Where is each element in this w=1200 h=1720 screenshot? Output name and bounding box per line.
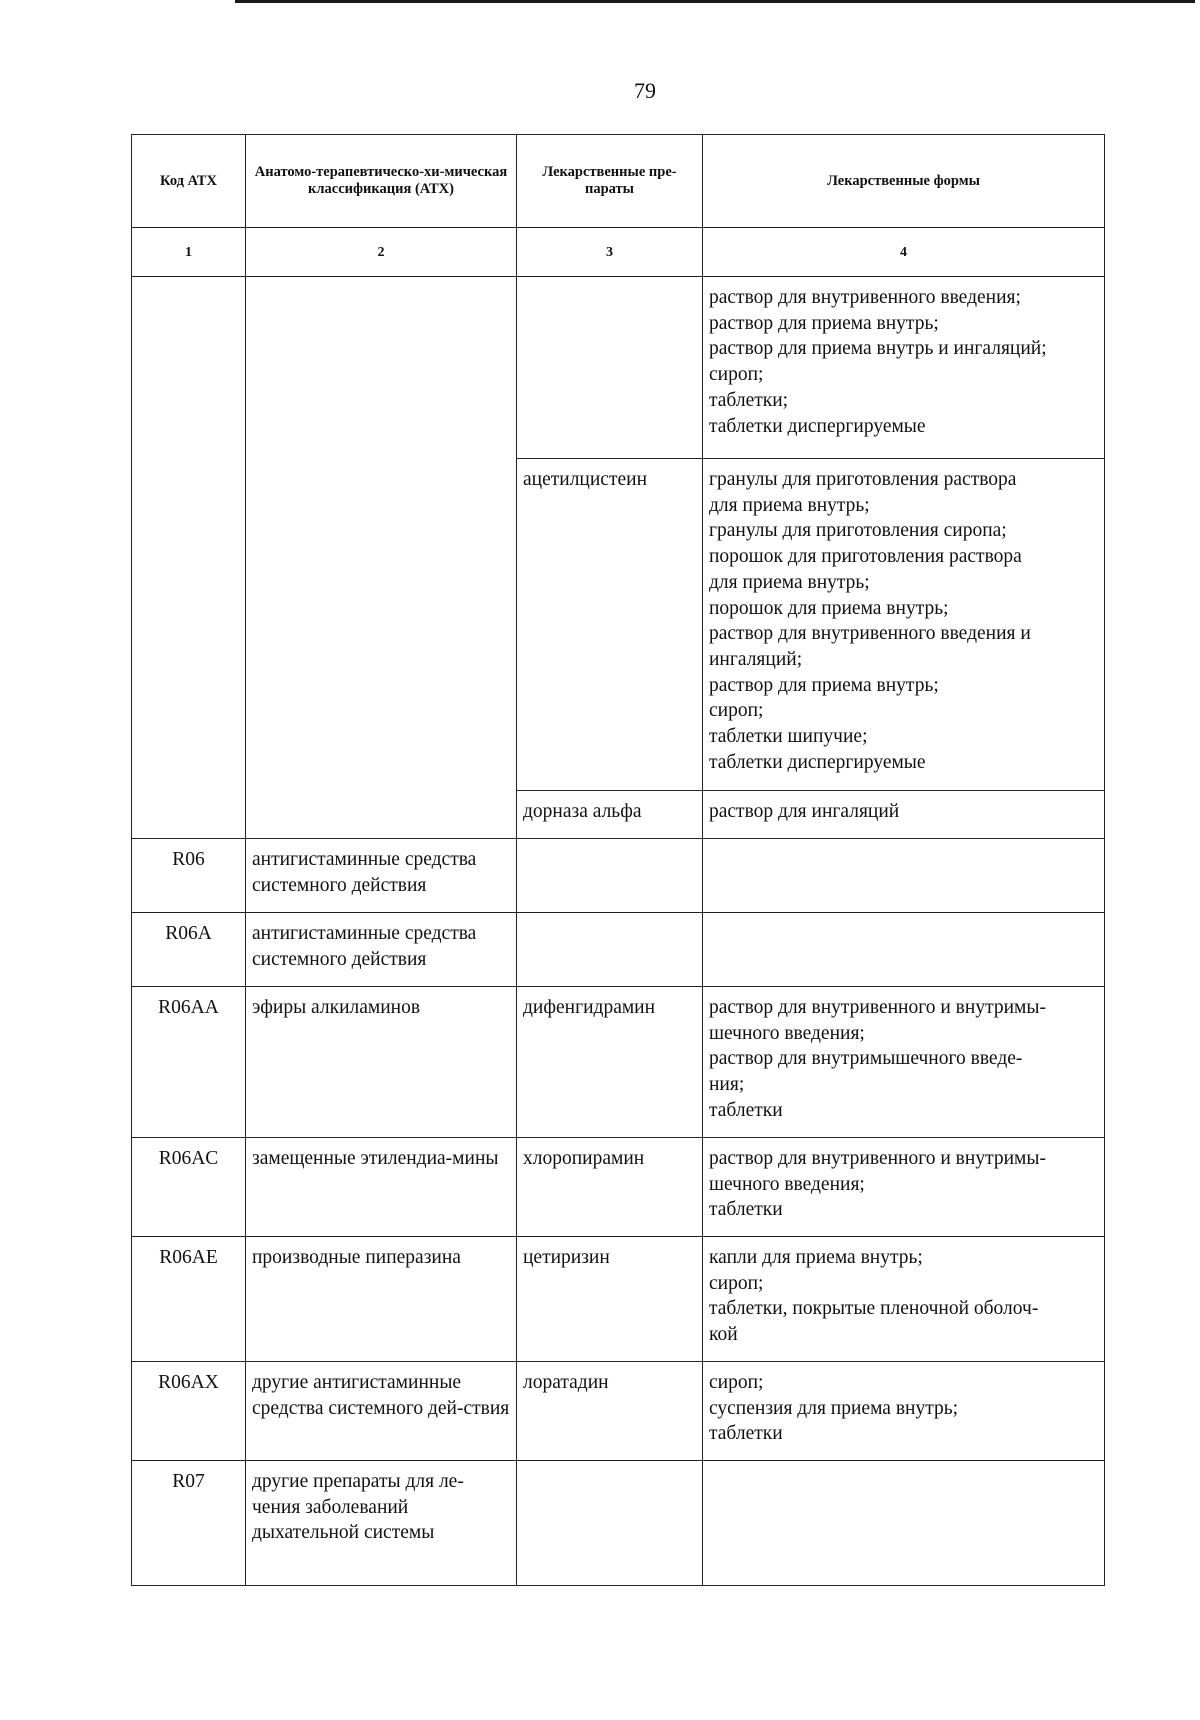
column-number: 2 <box>246 228 517 277</box>
dosage-form-line: сироп; <box>709 1372 764 1393</box>
dosage-form-line: раствор для внутривенного и внутримы- <box>709 997 1046 1018</box>
atx-code-cell: R06 <box>132 839 246 913</box>
dosage-forms-cell <box>703 913 1105 987</box>
dosage-form-line: таблетки диспергируемые <box>709 415 926 437</box>
dosage-form-line: гранулы для приготовления раствора <box>709 469 1017 490</box>
atx-classification-cell <box>246 277 517 839</box>
column-number: 1 <box>132 228 246 277</box>
table-row <box>132 277 1105 459</box>
atx-code-cell: R06AA <box>132 987 246 1138</box>
dosage-forms-cell <box>703 277 1105 459</box>
dosage-form-line: раствор для ингаляций <box>709 801 900 822</box>
table-row <box>132 987 1105 1138</box>
dosage-form-line: таблетки; <box>709 389 789 411</box>
table-row <box>132 1237 1105 1362</box>
dosage-forms-cell <box>703 1362 1105 1461</box>
dosage-form-line: для приема внутрь; <box>709 494 870 516</box>
dosage-form-line: раствор для внутривенного введения; <box>709 287 1021 308</box>
dosage-form-line: сироп; <box>709 1272 764 1294</box>
header-dosage-forms: Лекарственные формы <box>703 135 1105 228</box>
dosage-forms-cell <box>703 839 1105 913</box>
atx-classification-cell: другие антигистаминные средства системного дей-ствия <box>246 1362 517 1461</box>
dosage-form-line: таблетки <box>709 1423 783 1445</box>
dosage-form-line: порошок для приготовления раствора <box>709 546 1022 568</box>
table-row <box>132 1461 1105 1586</box>
dosage-forms-cell <box>703 1138 1105 1237</box>
drug-cell: цетиризин <box>517 1237 703 1362</box>
atx-classification-cell: другие препараты для ле-чения заболеваний дыхательной системы <box>246 1461 517 1586</box>
dosage-form-line: шечного введения; <box>709 1173 865 1195</box>
atx-code-cell: R06AE <box>132 1237 246 1362</box>
atx-classification-cell: антигистаминные средства системного действия <box>246 913 517 987</box>
dosage-form-line: гранулы для приготовления сиропа; <box>709 520 1007 542</box>
drug-cell <box>517 839 703 913</box>
atx-classification-cell: замещенные этилендиа-мины <box>246 1138 517 1237</box>
drug-cell: ацетилцистеин <box>517 459 703 791</box>
dosage-form-line: таблетки диспергируемые <box>709 751 926 773</box>
atx-code-cell: R06AX <box>132 1362 246 1461</box>
drug-cell <box>517 277 703 459</box>
dosage-form-line: раствор для приема внутрь и ингаляций; <box>709 338 1047 360</box>
dosage-form-line: шечного введения; <box>709 1022 865 1044</box>
atx-code-cell: R06A <box>132 913 246 987</box>
dosage-form-line: раствор для внутримышечного введе- <box>709 1048 1023 1070</box>
dosage-form-line: ния; <box>709 1074 745 1096</box>
dosage-forms-cell <box>703 987 1105 1138</box>
header-drugs: Лекарственные пре-параты <box>517 135 703 228</box>
dosage-form-line: ингаляций; <box>709 648 803 670</box>
drug-cell: лоратадин <box>517 1362 703 1461</box>
header-atx-classification: Анатомо-терапевтическо-хи-мическая классификация (АТХ) <box>246 135 517 228</box>
page-top-rule <box>235 0 1195 3</box>
dosage-form-line: сироп; <box>709 700 764 722</box>
column-number-row <box>132 228 1105 277</box>
dosage-form-line: таблетки <box>709 1199 783 1221</box>
dosage-form-line: сироп; <box>709 364 764 386</box>
dosage-form-line: суспензия для приема внутрь; <box>709 1397 959 1419</box>
drug-cell <box>517 1461 703 1586</box>
column-number: 4 <box>703 228 1105 277</box>
drug-cell <box>517 913 703 987</box>
atx-table <box>131 134 1105 1586</box>
dosage-form-line: для приема внутрь; <box>709 571 870 593</box>
dosage-form-line: раствор для приема внутрь; <box>709 312 939 334</box>
atx-code-cell <box>132 277 246 839</box>
dosage-form-line: кой <box>709 1324 738 1346</box>
atx-code-cell: R07 <box>132 1461 246 1586</box>
drug-cell: дифенгидрамин <box>517 987 703 1138</box>
dosage-form-line: раствор для приема внутрь; <box>709 674 939 696</box>
atx-classification-cell: антигистаминные средства системного действия <box>246 839 517 913</box>
atx-classification-cell: производные пиперазина <box>246 1237 517 1362</box>
header-atx-code: Код АТХ <box>132 135 246 228</box>
dosage-form-line: таблетки шипучие; <box>709 726 868 748</box>
dosage-forms-cell <box>703 791 1105 839</box>
dosage-form-line: таблетки <box>709 1099 783 1121</box>
atx-classification-cell: эфиры алкиламинов <box>246 987 517 1138</box>
dosage-forms-cell <box>703 459 1105 791</box>
dosage-form-line: раствор для внутривенного введения и <box>709 623 1031 645</box>
column-number: 3 <box>517 228 703 277</box>
dosage-form-line: капли для приема внутрь; <box>709 1247 923 1268</box>
table-row <box>132 1362 1105 1461</box>
atx-code-cell: R06AC <box>132 1138 246 1237</box>
drug-cell: дорназа альфа <box>517 791 703 839</box>
table-row <box>132 839 1105 913</box>
table-row <box>132 913 1105 987</box>
table-header-row <box>132 135 1105 228</box>
dosage-form-line: раствор для внутривенного и внутримы- <box>709 1148 1046 1169</box>
dosage-form-line: таблетки, покрытые пленочной оболоч- <box>709 1298 1039 1320</box>
page-number: 79 <box>634 78 656 103</box>
dosage-forms-cell <box>703 1461 1105 1586</box>
table-row <box>132 1138 1105 1237</box>
drug-cell: хлоропирамин <box>517 1138 703 1237</box>
dosage-form-line: порошок для приема внутрь; <box>709 597 949 619</box>
dosage-forms-cell <box>703 1237 1105 1362</box>
